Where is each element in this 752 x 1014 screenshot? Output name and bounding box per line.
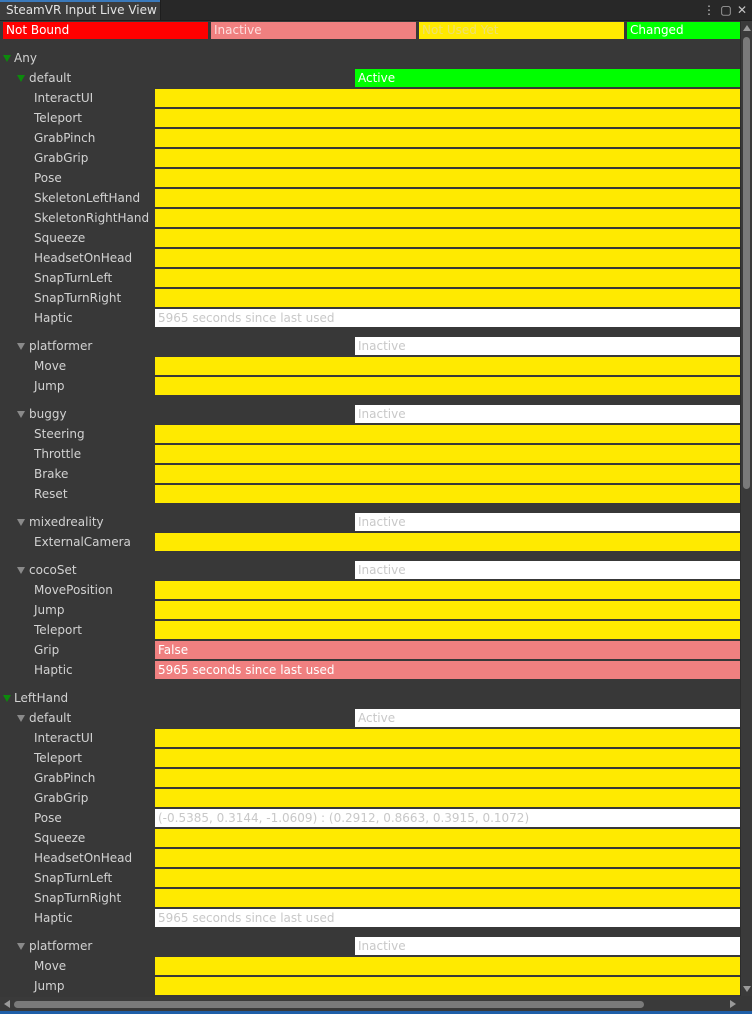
source-label: LeftHand [14,691,69,705]
action-label: SnapTurnLeft [34,871,113,885]
action-value [155,209,740,227]
action-label: Squeeze [34,231,86,245]
action-label: ExternalCamera [34,535,131,549]
action-label: Teleport [34,623,82,637]
action-set-status: Inactive [355,937,740,955]
action-row [0,788,740,808]
action-value [155,749,740,767]
action-value [155,189,740,207]
close-icon[interactable]: ✕ [736,3,748,17]
action-set-row[interactable] [0,512,740,532]
action-row [0,660,740,680]
action-row [0,848,740,868]
action-label: InteractUI [34,731,94,745]
action-set-label: buggy [29,407,67,421]
action-row [0,728,740,748]
action-row [0,976,740,996]
scroll-left-icon[interactable] [4,1000,10,1008]
action-row [0,356,740,376]
action-row [0,956,740,976]
source-row[interactable] [0,688,740,708]
action-value [155,601,740,619]
action-value [155,977,740,995]
tab-accent [0,0,160,2]
action-row [0,868,740,888]
window-title: SteamVR Input Live View [6,3,157,17]
action-row [0,148,740,168]
action-value [155,149,740,167]
action-value [155,269,740,287]
action-set-row[interactable] [0,708,740,728]
action-value [155,289,740,307]
maximize-icon[interactable]: ▢ [720,3,732,17]
scrollbar-corner [740,997,752,1011]
action-set-status: Inactive [355,561,740,579]
legend-not-used-yet: Not Used Yet [419,22,624,39]
action-row [0,208,740,228]
action-label: Pose [34,811,62,825]
action-value [155,485,740,503]
action-label: Teleport [34,751,82,765]
action-row [0,600,740,620]
action-row [0,188,740,208]
action-value: (-0.5385, 0.3144, -1.0609) : (0.2912, 0.8663, 0.3915, 0.1072) [155,809,740,827]
action-value [155,377,740,395]
action-label: MovePosition [34,583,113,597]
action-set-row[interactable] [0,404,740,424]
action-value [155,425,740,443]
action-value [155,621,740,639]
action-label: HeadsetOnHead [34,251,133,265]
expand-arrow-icon[interactable] [17,75,25,82]
kebab-menu-icon[interactable]: ⋮ [703,3,715,17]
action-label: Brake [34,467,69,481]
action-set-row[interactable] [0,936,740,956]
action-value [155,249,740,267]
action-set-label: platformer [29,339,93,353]
action-set-status: Inactive [355,405,740,423]
action-row [0,620,740,640]
action-label: Throttle [34,447,82,461]
action-label: GrabGrip [34,791,89,805]
action-row [0,580,740,600]
action-row [0,768,740,788]
action-set-row[interactable] [0,560,740,580]
expand-arrow-icon[interactable] [17,715,25,722]
action-label: HeadsetOnHead [34,851,133,865]
action-row [0,288,740,308]
action-row [0,808,740,828]
action-value [155,889,740,907]
vertical-scrollbar[interactable] [740,21,752,996]
action-row [0,828,740,848]
action-row [0,108,740,128]
action-set-label: mixedreality [29,515,104,529]
action-row [0,88,740,108]
action-row [0,888,740,908]
action-set-status: Inactive [355,337,740,355]
action-set-label: default [29,71,72,85]
expand-arrow-icon[interactable] [17,943,25,950]
action-label: SnapTurnRight [34,291,122,305]
action-row [0,640,740,660]
action-label: Haptic [34,663,73,677]
action-label: SkeletonLeftHand [34,191,141,205]
action-row [0,228,740,248]
action-value: False [155,641,740,659]
vertical-scroll-thumb[interactable] [743,37,750,489]
action-label: Move [34,359,67,373]
action-set-status: Active [355,709,740,727]
action-label: GrabPinch [34,771,96,785]
action-row [0,908,740,928]
action-value [155,829,740,847]
expand-arrow-icon[interactable] [3,695,11,702]
action-row [0,376,740,396]
action-row [0,532,740,552]
action-set-label: cocoSet [29,563,77,577]
action-label: Haptic [34,311,73,325]
action-label: Jump [34,603,65,617]
action-label: GrabPinch [34,131,96,145]
action-row [0,308,740,328]
expand-arrow-icon[interactable] [17,519,25,526]
action-set-status: Inactive [355,513,740,531]
action-value [155,169,740,187]
action-tree [0,48,740,996]
action-label: Squeeze [34,831,86,845]
action-value [155,581,740,599]
action-set-row[interactable] [0,68,740,88]
scroll-right-icon[interactable] [730,1000,736,1008]
action-value: 5965 seconds since last used [155,909,740,927]
horizontal-scrollbar[interactable] [0,997,740,1011]
legend-changed: Changed [627,22,740,39]
action-row [0,484,740,504]
action-label: GrabGrip [34,151,89,165]
action-row [0,268,740,288]
action-value [155,465,740,483]
action-label: Haptic [34,911,73,925]
source-row[interactable] [0,48,740,68]
expand-arrow-icon[interactable] [17,343,25,350]
horizontal-scroll-thumb[interactable] [14,1001,644,1008]
scroll-down-icon[interactable] [743,986,751,992]
action-set-label: default [29,711,72,725]
action-value [155,109,740,127]
action-value: 5965 seconds since last used [155,309,740,327]
action-row [0,748,740,768]
legend-inactive: Inactive [211,22,416,39]
action-value [155,229,740,247]
source-label: Any [14,51,37,65]
action-value [155,869,740,887]
action-value [155,445,740,463]
action-label: Jump [34,979,65,993]
action-value: 5965 seconds since last used [155,661,740,679]
action-label: SnapTurnLeft [34,271,113,285]
window-tab[interactable] [0,0,161,20]
action-value [155,849,740,867]
legend [0,21,752,40]
action-row [0,128,740,148]
action-label: Grip [34,643,60,657]
action-set-row[interactable] [0,336,740,356]
action-row [0,424,740,444]
action-row [0,168,740,188]
action-label: SkeletonRightHand [34,211,150,225]
action-value [155,357,740,375]
action-value [155,129,740,147]
action-label: Teleport [34,111,82,125]
action-value [155,789,740,807]
action-value [155,769,740,787]
action-set-status: Active [355,69,740,87]
action-label: Reset [34,487,68,501]
action-label: SnapTurnRight [34,891,122,905]
action-set-label: platformer [29,939,93,953]
action-label: Pose [34,171,62,185]
action-row [0,464,740,484]
window-tab-bar [0,0,752,21]
action-row [0,444,740,464]
expand-arrow-icon[interactable] [3,55,11,62]
action-label: Jump [34,379,65,393]
action-label: Steering [34,427,85,441]
action-value [155,957,740,975]
action-label: Move [34,959,67,973]
expand-arrow-icon[interactable] [17,567,25,574]
action-label: InteractUI [34,91,94,105]
action-value [155,729,740,747]
legend-not-bound: Not Bound [3,22,208,39]
action-value [155,89,740,107]
scroll-up-icon[interactable] [743,25,751,31]
expand-arrow-icon[interactable] [17,411,25,418]
action-row [0,248,740,268]
action-value [155,533,740,551]
